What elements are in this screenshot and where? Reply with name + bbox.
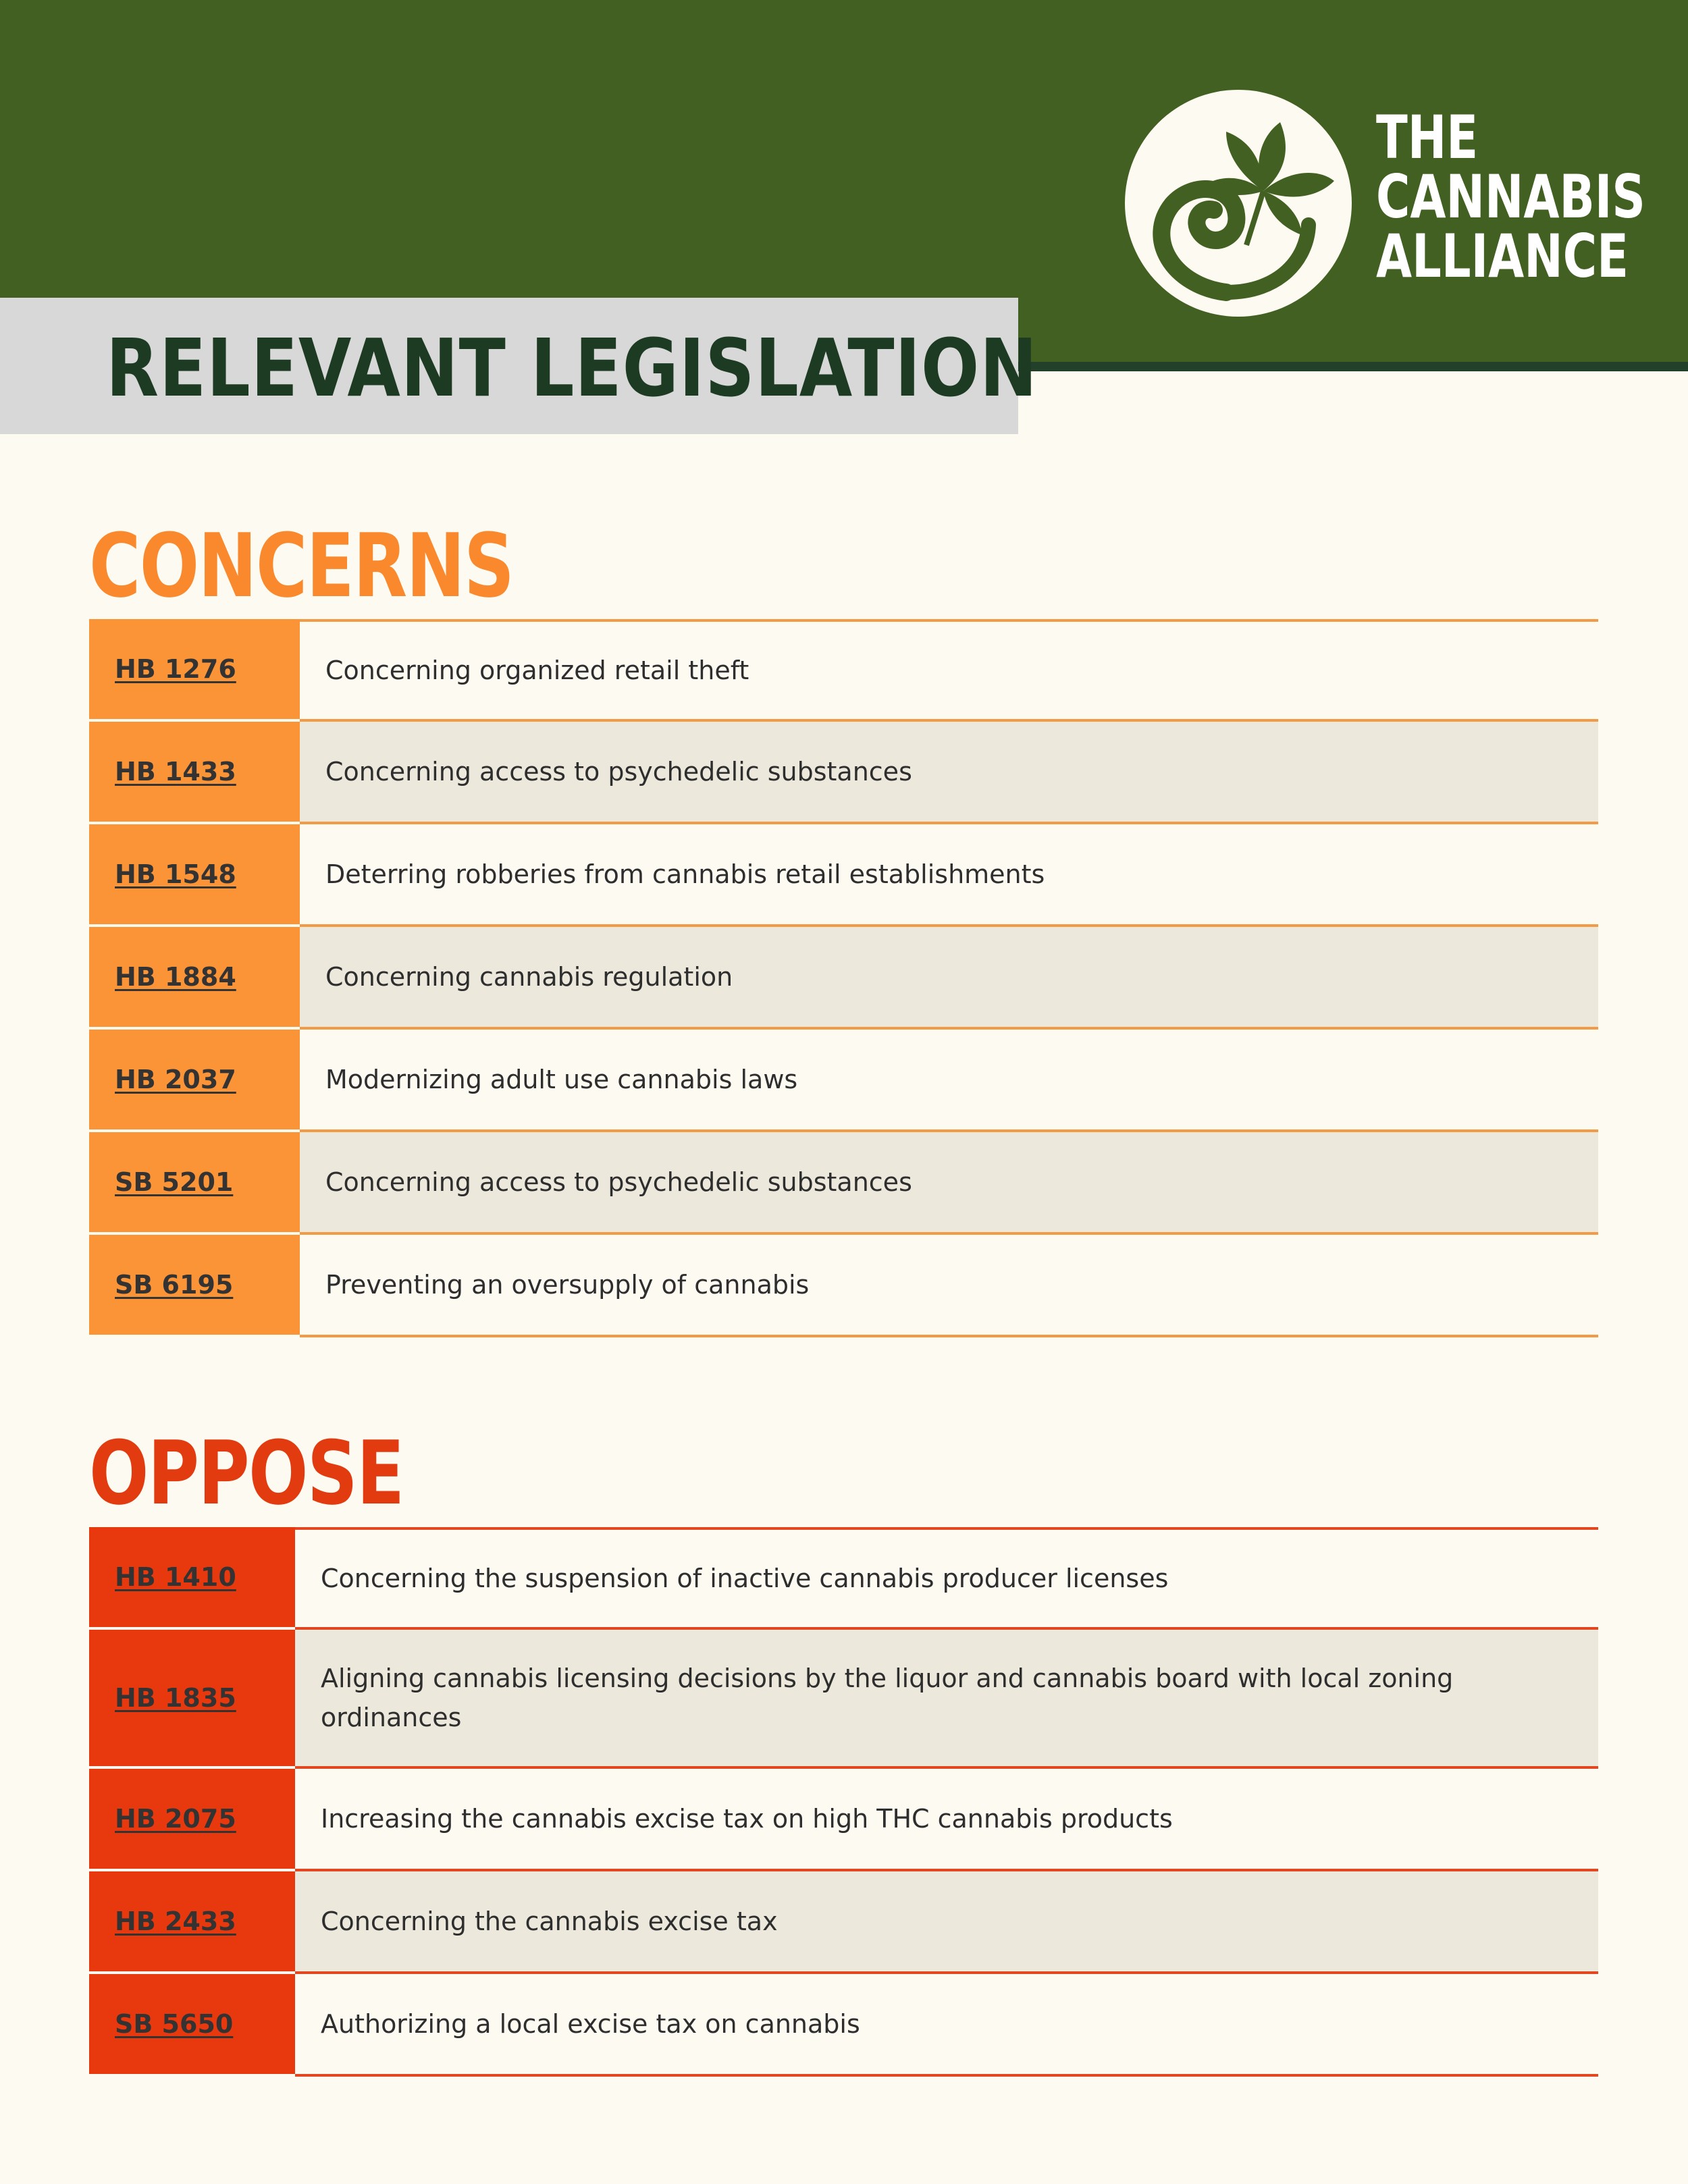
bill-id-cell (89, 1527, 295, 1630)
bill-id-cell (89, 1630, 295, 1769)
bill-link[interactable]: HB 1548 (115, 859, 236, 889)
table-row (89, 619, 1598, 722)
table-row (89, 1527, 1598, 1630)
concerns-table (89, 619, 1598, 1337)
table-row (89, 824, 1598, 927)
bill-link[interactable]: HB 2037 (115, 1065, 236, 1094)
bill-id-cell (89, 1235, 300, 1337)
table-row (89, 1871, 1598, 1974)
bill-description: Concerning the suspension of inactive cannabis producer licenses (295, 1527, 1598, 1630)
bill-id-cell (89, 1132, 300, 1235)
logo-line-2: CANNABIS (1376, 162, 1645, 232)
bill-id-cell (89, 1974, 295, 2077)
bill-description: Modernizing adult use cannabis laws (300, 1030, 1598, 1132)
bill-link[interactable]: HB 1410 (115, 1562, 236, 1592)
brand-logo-text (1376, 103, 1646, 291)
bill-description: Increasing the cannabis excise tax on high THC cannabis products (295, 1769, 1598, 1871)
bill-id-cell (89, 722, 300, 824)
bill-description: Concerning access to psychedelic substances (300, 1132, 1598, 1235)
bill-id-cell (89, 1871, 295, 1974)
header-divider (1018, 362, 1688, 371)
bill-link[interactable]: SB 6195 (115, 1270, 234, 1300)
bill-id-cell (89, 1769, 295, 1871)
bill-description: Deterring robberies from cannabis retail establishments (300, 824, 1598, 927)
oppose-table (89, 1527, 1598, 2077)
bill-link[interactable]: HB 1884 (115, 962, 236, 992)
table-row (89, 722, 1598, 824)
bill-description: Concerning access to psychedelic substances (300, 722, 1598, 824)
table-row (89, 927, 1598, 1030)
oppose-heading: OPPOSE (89, 1422, 404, 1524)
logo-line-3: ALLIANCE (1376, 221, 1629, 291)
bill-id-cell (89, 619, 300, 722)
table-row (89, 1030, 1598, 1132)
cannabis-leaf-swirl-icon (1125, 90, 1352, 317)
logo-line-1: THE (1376, 103, 1479, 172)
bill-description: Concerning the cannabis excise tax (295, 1871, 1598, 1974)
bill-id-cell (89, 1030, 300, 1132)
bill-link[interactable]: HB 2433 (115, 1907, 236, 1936)
bill-link[interactable]: HB 1433 (115, 757, 236, 787)
bill-id-cell (89, 927, 300, 1030)
bill-link[interactable]: HB 1835 (115, 1683, 236, 1713)
bill-link[interactable]: HB 2075 (115, 1804, 236, 1834)
page-title: RELEVANT LEGISLATION (106, 321, 1038, 415)
table-row (89, 1630, 1598, 1769)
table-row (89, 1132, 1598, 1235)
bill-description: Concerning organized retail theft (300, 619, 1598, 722)
bill-description: Authorizing a local excise tax on cannabis (295, 1974, 1598, 2077)
bill-description: Aligning cannabis licensing decisions by the liquor and cannabis board with local zoning ordinances (295, 1630, 1598, 1769)
bill-link[interactable]: HB 1276 (115, 654, 236, 684)
table-row (89, 1769, 1598, 1871)
concerns-heading: CONCERNS (89, 514, 514, 617)
bill-description: Concerning cannabis regulation (300, 927, 1598, 1030)
bill-id-cell (89, 824, 300, 927)
bill-link[interactable]: SB 5201 (115, 1167, 234, 1197)
bill-description: Preventing an oversupply of cannabis (300, 1235, 1598, 1337)
table-row (89, 1974, 1598, 2077)
bill-link[interactable]: SB 5650 (115, 2009, 234, 2039)
table-row (89, 1235, 1598, 1337)
